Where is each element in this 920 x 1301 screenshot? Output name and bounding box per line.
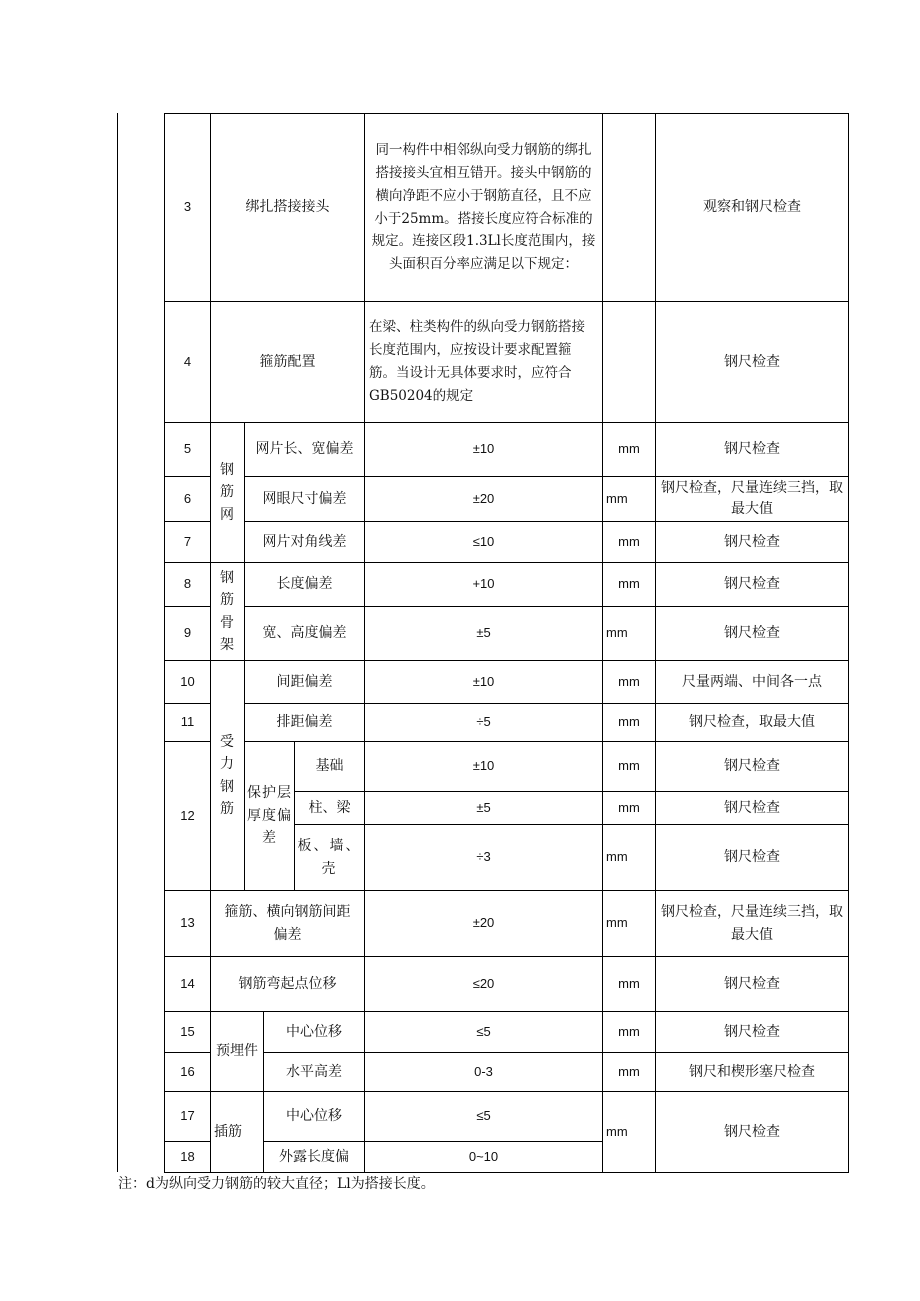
item-name: 保护层厚度偏差 xyxy=(244,741,295,891)
row-number: 3 xyxy=(164,113,211,302)
check-method: 钢尺检查 xyxy=(655,956,849,1012)
group-label-embed: 预埋件 xyxy=(210,1011,264,1092)
item-name: 外露长度偏 xyxy=(263,1141,365,1173)
check-method: 钢尺检查 xyxy=(655,562,849,607)
unit: mm xyxy=(602,703,656,742)
check-method: 观察和钢尺检查 xyxy=(655,113,849,302)
group-label-force: 受力钢筋 xyxy=(210,660,245,891)
check-method: 钢尺检查 xyxy=(655,791,849,825)
check-method: 钢尺检查 xyxy=(655,1011,849,1053)
unit: mm xyxy=(602,956,656,1012)
tolerance-value: ≤10 xyxy=(364,521,603,563)
tolerance-value: ÷3 xyxy=(364,824,603,891)
tolerance-value: ±5 xyxy=(364,606,603,661)
tolerance-value: ±5 xyxy=(364,791,603,825)
check-method: 钢尺检查，取最大值 xyxy=(655,703,849,742)
row-number: 8 xyxy=(164,562,211,607)
tolerance-value: ≤5 xyxy=(364,1091,603,1142)
check-method: 钢尺检查，尺量连续三挡，取最大值 xyxy=(655,890,849,957)
sub-item-name: 基础 xyxy=(294,741,365,792)
row-number: 4 xyxy=(164,301,211,423)
item-name: 长度偏差 xyxy=(244,562,365,607)
item-name: 箍筋、横向钢筋间距偏差 xyxy=(210,890,365,957)
check-method: 钢尺检查 xyxy=(655,521,849,563)
item-name: 绑扎搭接接头 xyxy=(210,113,365,302)
tolerance-value: 0-3 xyxy=(364,1052,603,1092)
sub-item-name: 柱、梁 xyxy=(294,791,365,825)
check-method: 钢尺检查 xyxy=(655,824,849,891)
item-name: 中心位移 xyxy=(263,1011,365,1053)
item-description: 在梁、柱类构件的纵向受力钢筋搭接长度范围内，应按设计要求配置箍筋。当设计无具体要求时，应符合GB50204的规定 xyxy=(364,301,603,423)
row-number: 13 xyxy=(164,890,211,957)
unit: mm xyxy=(602,791,656,825)
unit: mm xyxy=(602,521,656,563)
item-name: 宽、高度偏差 xyxy=(244,606,365,661)
group-label-mesh: 钢筋网 xyxy=(210,422,245,563)
check-method: 钢尺检查 xyxy=(655,741,849,792)
left-margin-line xyxy=(117,113,118,1172)
item-name: 网眼尺寸偏差 xyxy=(244,476,365,522)
unit: mm xyxy=(602,1011,656,1053)
row-number: 16 xyxy=(164,1052,211,1092)
unit: mm xyxy=(602,1052,656,1092)
item-name: 网片对角线差 xyxy=(244,521,365,563)
unit: mm xyxy=(602,422,656,477)
group-label-dowel: 插筋 xyxy=(210,1091,264,1173)
tolerance-value: ±20 xyxy=(364,890,603,957)
unit: mm xyxy=(602,890,656,957)
row-number: 17 xyxy=(164,1091,211,1142)
unit: mm xyxy=(602,562,656,607)
item-name: 钢筋弯起点位移 xyxy=(210,956,365,1012)
check-method: 钢尺检查 xyxy=(655,1091,849,1173)
tolerance-value: ÷5 xyxy=(364,703,603,742)
row-number: 9 xyxy=(164,606,211,661)
check-method: 钢尺检查 xyxy=(655,606,849,661)
item-name: 间距偏差 xyxy=(244,660,365,704)
tolerance-value: ±10 xyxy=(364,422,603,477)
row-number: 7 xyxy=(164,521,211,563)
check-method: 钢尺和楔形塞尺检查 xyxy=(655,1052,849,1092)
row-number: 18 xyxy=(164,1141,211,1173)
row-number: 11 xyxy=(164,703,211,742)
item-name: 水平高差 xyxy=(263,1052,365,1092)
tolerance-value: ±10 xyxy=(364,660,603,704)
item-name: 网片长、宽偏差 xyxy=(244,422,365,477)
row-number: 5 xyxy=(164,422,211,477)
row-number: 6 xyxy=(164,476,211,522)
unit: mm xyxy=(602,1091,656,1173)
check-method: 尺量两端、中间各一点 xyxy=(655,660,849,704)
item-name: 箍筋配置 xyxy=(210,301,365,423)
item-name: 中心位移 xyxy=(263,1091,365,1142)
unit: mm xyxy=(602,476,656,522)
row-number: 14 xyxy=(164,956,211,1012)
unit-cell xyxy=(602,301,656,423)
sub-item-name: 板、墙、壳 xyxy=(294,824,365,891)
unit: mm xyxy=(602,606,656,661)
item-name: 排距偏差 xyxy=(244,703,365,742)
check-method: 钢尺检查，尺量连续三挡，取最大值 xyxy=(655,476,849,522)
footnote: 注：d为纵向受力钢筋的较大直径；Ll为搭接长度。 xyxy=(118,1176,435,1192)
tolerance-value: ≤20 xyxy=(364,956,603,1012)
check-method: 钢尺检查 xyxy=(655,422,849,477)
tolerance-value: ±10 xyxy=(364,741,603,792)
group-label-cage: 钢筋骨架 xyxy=(210,562,245,661)
unit: mm xyxy=(602,824,656,891)
unit-cell xyxy=(602,113,656,302)
tolerance-value: ≤5 xyxy=(364,1011,603,1053)
item-description: 同一构件中相邻纵向受力钢筋的绑扎搭接接头宜相互错开。接头中钢筋的横向净距不应小于钢筋直径，且不应小于25mm。搭接长度应符合标准的规定。连接区段1.3Ll长度范围内，接头面积百分率应满足以下规定： xyxy=(364,113,603,302)
row-number: 12 xyxy=(164,741,211,891)
row-number: 10 xyxy=(164,660,211,704)
row-number: 15 xyxy=(164,1011,211,1053)
unit: mm xyxy=(602,741,656,792)
unit: mm xyxy=(602,660,656,704)
tolerance-value: +10 xyxy=(364,562,603,607)
check-method: 钢尺检查 xyxy=(655,301,849,423)
tolerance-value: 0~10 xyxy=(364,1141,603,1173)
tolerance-value: ±20 xyxy=(364,476,603,522)
